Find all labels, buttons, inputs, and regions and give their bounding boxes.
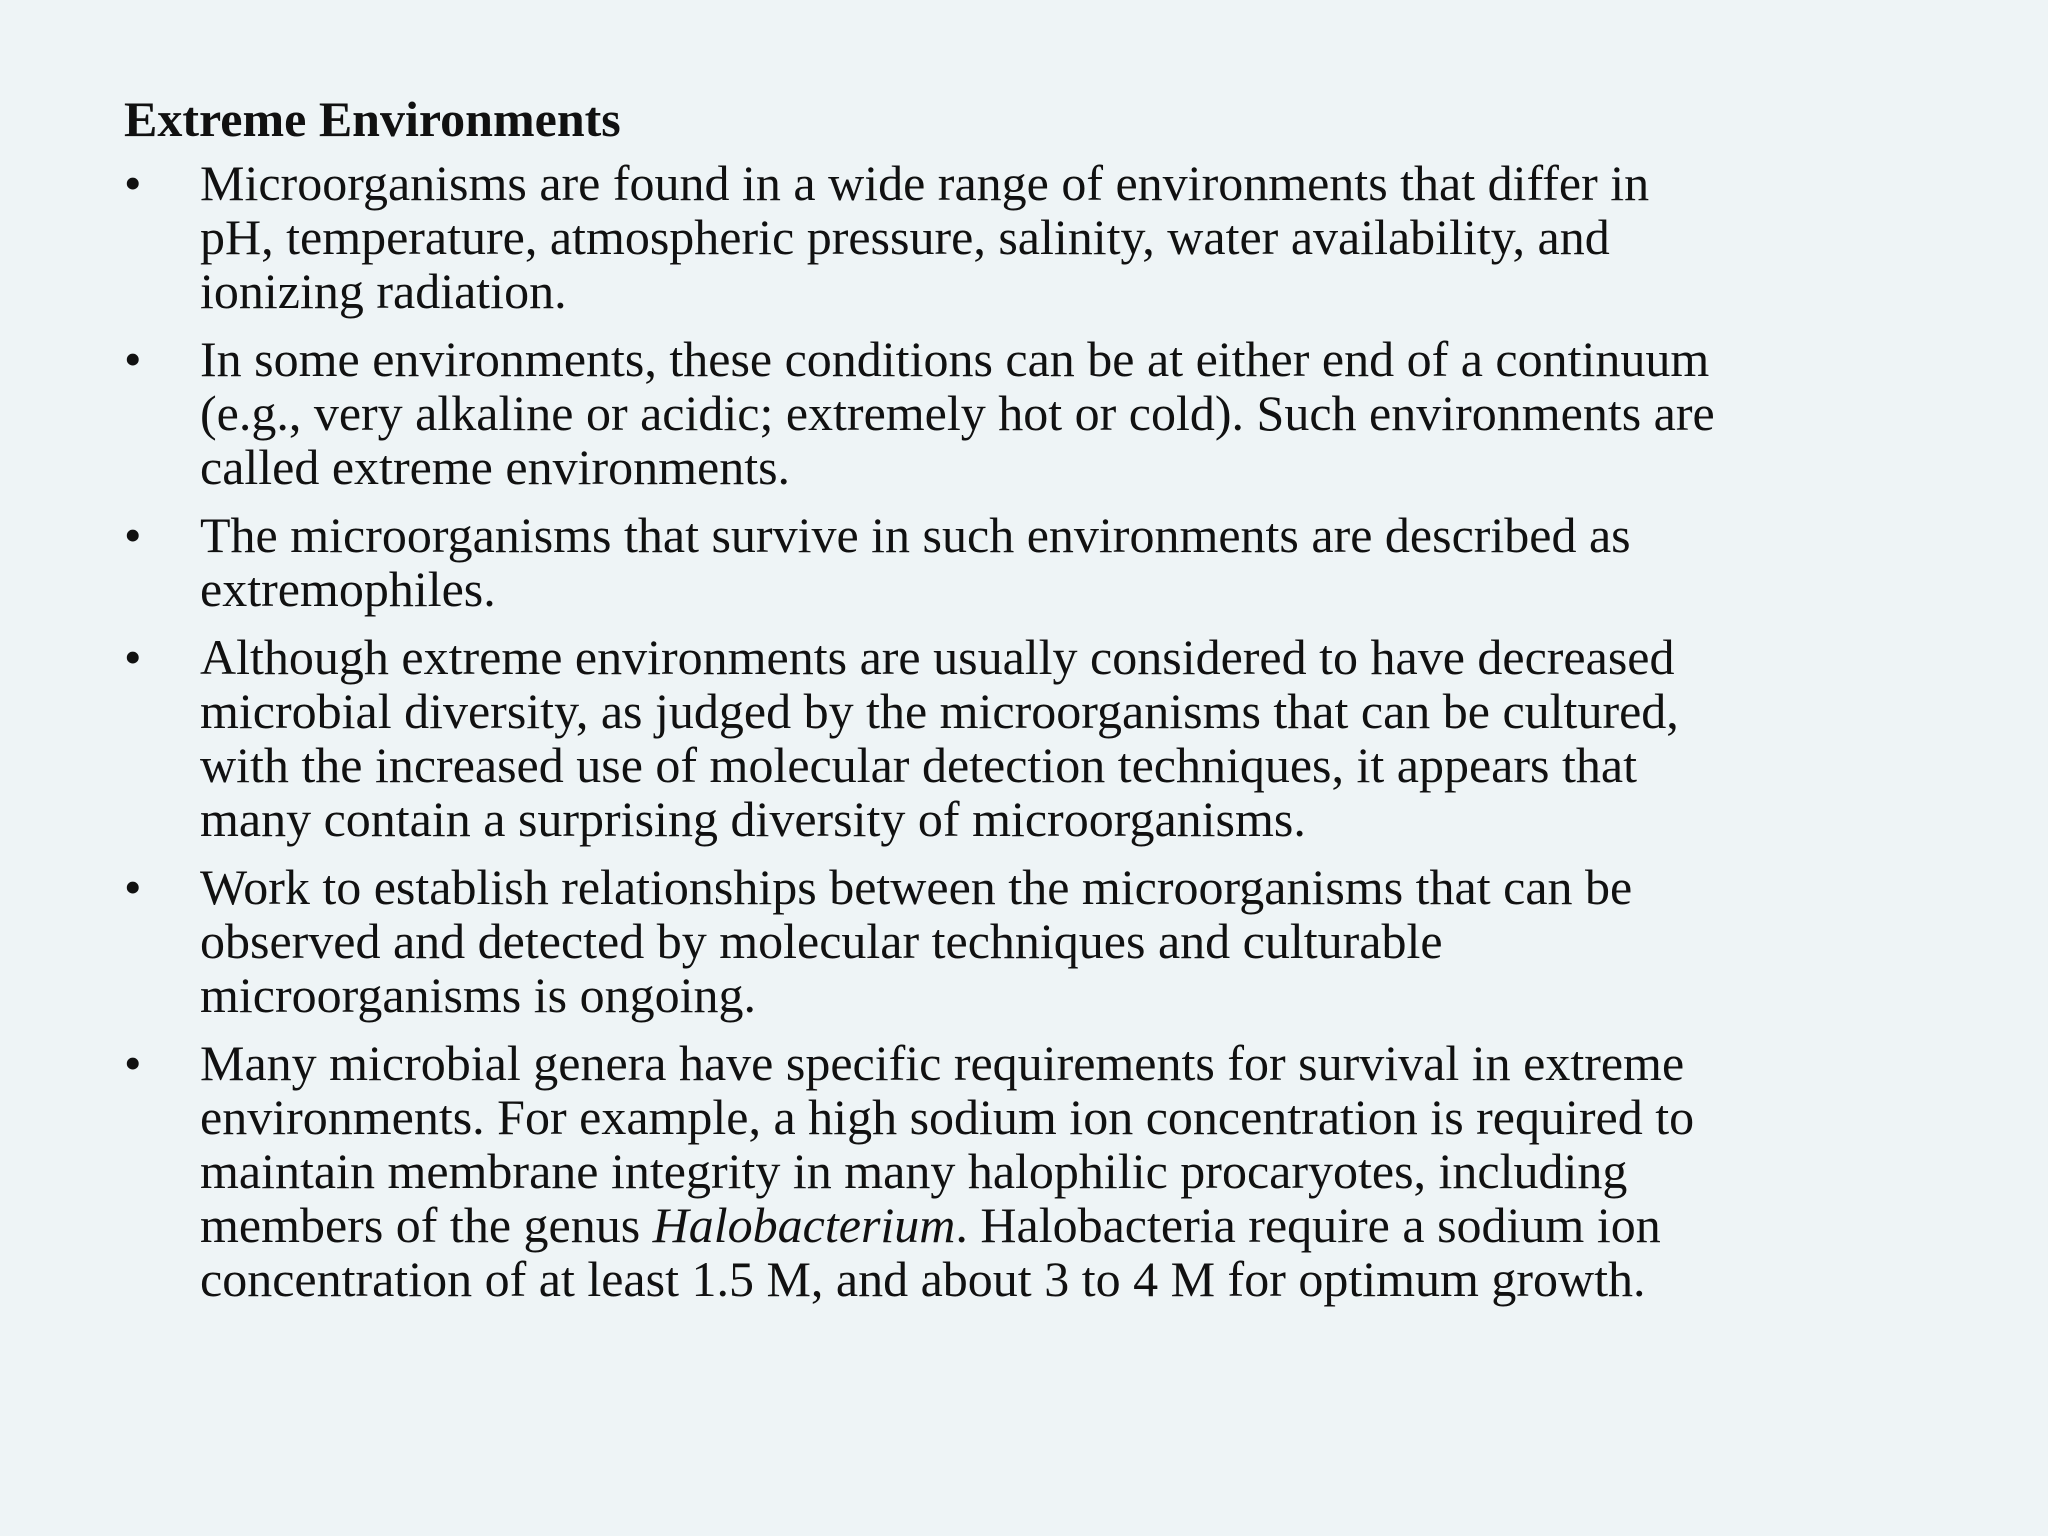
bullet-5-line-2: observed and detected by molecular techniques and culturable — [200, 913, 1443, 969]
bullet-item-5 — [124, 860, 1944, 1022]
bullet-point-icon: • — [124, 331, 142, 387]
bullet-5-line-3: microorganisms is ongoing. — [200, 967, 757, 1023]
bullet-4-line-2: microbial diversity, as judged by the microorganisms that can be cultured, — [200, 683, 1679, 739]
bullet-3-line-1: The microorganisms that survive in such environments are described as — [200, 507, 1631, 563]
bullet-item-6 — [124, 1036, 1944, 1306]
bullet-1-line-3: ionizing radiation. — [200, 263, 567, 319]
bullet-6-line-3: maintain membrane integrity in many halophilic procaryotes, including — [200, 1143, 1628, 1199]
bullet-point-icon: • — [124, 507, 142, 563]
bullet-item-4 — [124, 630, 1944, 846]
bullet-6-line-4 — [200, 1198, 1944, 1252]
slide-title: Extreme Environments — [124, 91, 621, 147]
bullet-point-icon: • — [124, 155, 142, 211]
bullet-item-2 — [124, 332, 1944, 494]
bullet-item-1 — [124, 156, 1944, 318]
bullet-4-line-1: Although extreme environments are usually considered to have decreased — [200, 629, 1675, 685]
bullet-6-line-4-after: . Halobacteria require a sodium ion — [955, 1197, 1661, 1253]
bullet-2-line-2: (e.g., very alkaline or acidic; extremely hot or cold). Such environments are — [200, 385, 1715, 441]
bullet-6-line-4-before: members of the genus — [200, 1197, 653, 1253]
bullet-2-line-3: called extreme environments. — [200, 439, 791, 495]
bullet-6-line-5: concentration of at least 1.5 M, and about 3 to 4 M for optimum growth. — [200, 1251, 1646, 1307]
bullet-1-line-2: pH, temperature, atmospheric pressure, salinity, water availability, and — [200, 209, 1610, 265]
bullet-5-line-1: Work to establish relationships between the microorganisms that can be — [200, 859, 1633, 915]
bullet-1-line-1: Microorganisms are found in a wide range of environments that differ in — [200, 155, 1650, 211]
bullet-6-line-1: Many microbial genera have specific requirements for survival in extreme — [200, 1035, 1685, 1091]
bullet-point-icon: • — [124, 629, 142, 685]
bullet-4-line-4: many contain a surprising diversity of microorganisms. — [200, 791, 1306, 847]
bullet-2-line-1: In some environments, these conditions can be at either end of a continuum — [200, 331, 1710, 387]
genus-name: Halobacterium — [652, 1197, 956, 1253]
bullet-list — [124, 156, 1944, 1320]
bullet-item-3 — [124, 508, 1944, 616]
bullet-4-line-3: with the increased use of molecular detection techniques, it appears that — [200, 737, 1637, 793]
bullet-3-line-2: extremophiles. — [200, 561, 496, 617]
bullet-point-icon: • — [124, 859, 142, 915]
bullet-6-line-2: environments. For example, a high sodium ion concentration is required to — [200, 1089, 1695, 1145]
bullet-point-icon: • — [124, 1035, 142, 1091]
